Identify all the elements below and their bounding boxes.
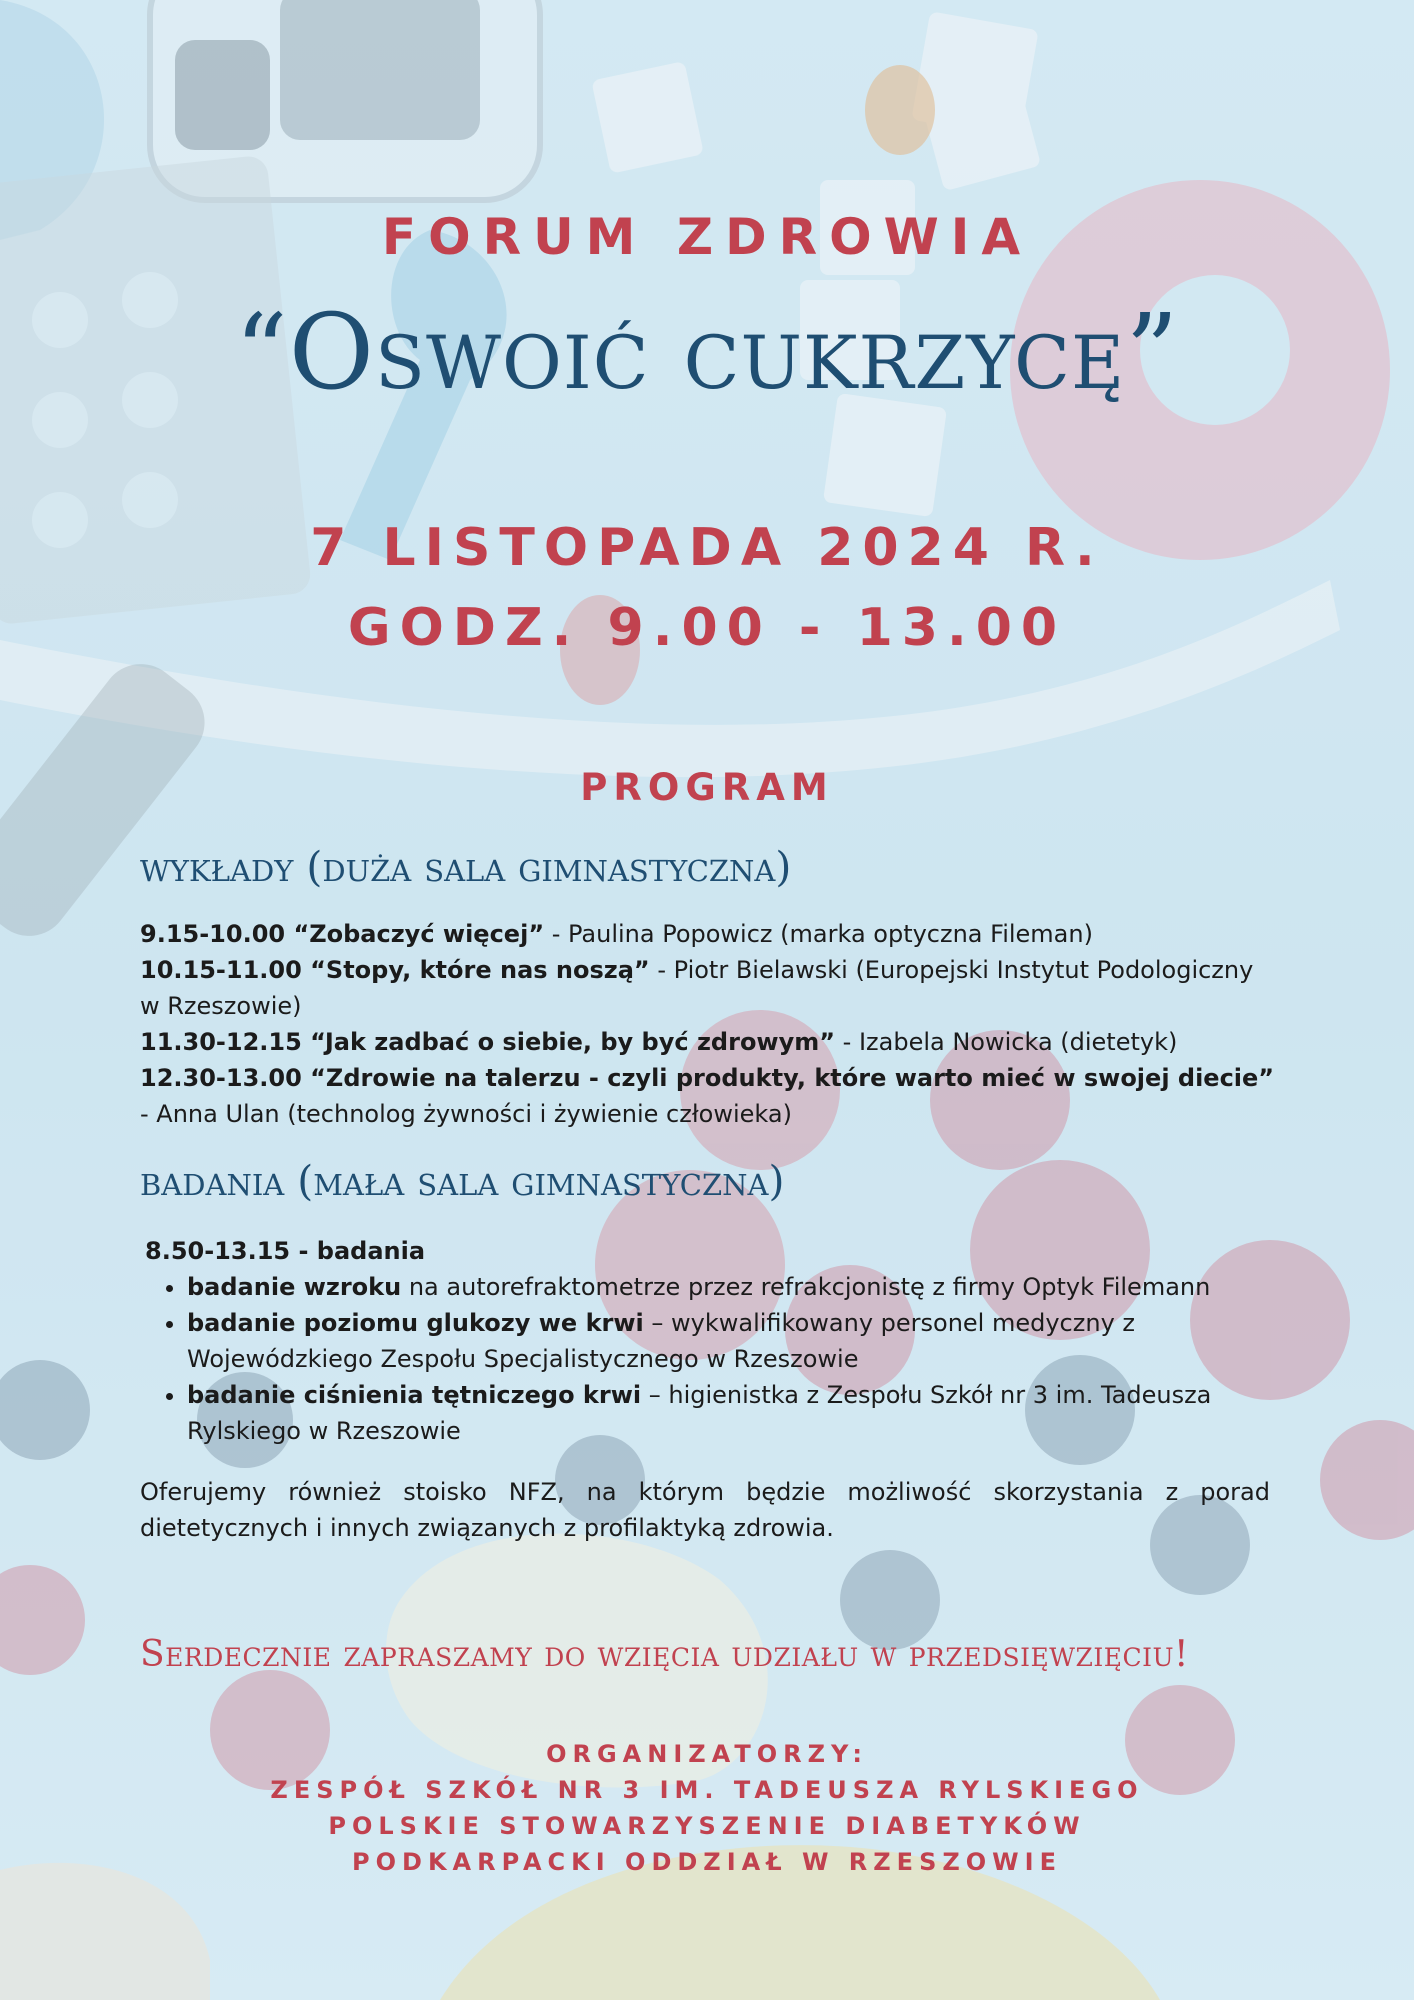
lecture-title: 9.15-10.00 “Zobaczyć więcej” [140, 920, 545, 948]
exams-heading: badania (mała sala gimnastyczna) [140, 1157, 785, 1205]
lecture-speaker: - Piotr Bielawski (Europejski Instytut Podologiczny w Rzeszowie) [140, 956, 1254, 1020]
exam-detail: – higienistka z Zespołu Szkół nr 3 im. Tadeusza Rylskiego w Rzeszowie [187, 1381, 1212, 1445]
organizers-label: ORGANIZATORZY: [546, 1740, 868, 1768]
lecture-title: 10.15-11.00 “Stopy, które nas noszą” [140, 956, 650, 984]
exams-bullets [145, 1269, 1280, 1449]
lecture-title: 11.30-12.15 “Jak zadbać o siebie, by być zdrowym” [140, 1028, 836, 1056]
lecture-speaker: - Anna Ulan (technolog żywności i żywienie człowieka) [140, 1100, 792, 1128]
invitation-text: Serdecznie zapraszamy do wzięcia udziału w przedsięwzięciu! [140, 1634, 1190, 1675]
lecture-title: 12.30-13.00 “Zdrowie na talerzu - czyli produkty, które warto mieć w swojej diecie” [140, 1064, 1275, 1092]
lecture-item [140, 916, 1275, 952]
forum-title: FORUM ZDROWIA [381, 208, 1033, 266]
exam-item [187, 1305, 1280, 1377]
organizer-branch: PODKARPACKI ODDZIAŁ W RZESZOWIE [352, 1848, 1062, 1876]
nfz-offer-text: Oferujemy również stoisko NFZ, na którym będzie możliwość skorzystania z porad dietetycznych i innych związanych z profilaktyką zdrowia. [140, 1478, 1270, 1542]
exams-time-line [145, 1233, 1280, 1269]
event-date: 7 LISTOPADA 2024 R. [310, 518, 1104, 578]
organizer-association: POLSKIE STOWARZYSZENIE DIABETYKÓW [328, 1812, 1086, 1840]
lecture-item [140, 952, 1275, 1024]
exam-name: badanie poziomu glukozy we krwi [187, 1309, 644, 1337]
lecture-speaker: - Izabela Nowicka (dietetyk) [835, 1028, 1178, 1056]
lectures-list [140, 916, 1275, 1132]
main-title: “Oswoić cukrzycę” [234, 291, 1180, 413]
exam-detail: na autorefraktometrze przez refrakcjonistę z firmy Optyk Filemann [401, 1273, 1211, 1301]
exams-time: 8.50-13.15 [145, 1237, 291, 1265]
lecture-speaker: - Paulina Popowicz (marka optyczna Fileman) [544, 920, 1093, 948]
exams-list [145, 1233, 1280, 1449]
exam-name: badanie wzroku [187, 1273, 402, 1301]
exam-item [187, 1269, 1280, 1305]
program-label: PROGRAM [580, 766, 834, 809]
exam-item [187, 1377, 1280, 1449]
exam-name: badanie ciśnienia tętniczego krwi [187, 1381, 642, 1409]
organizer-school: ZESPÓŁ SZKÓŁ NR 3 IM. TADEUSZA RYLSKIEGO [270, 1776, 1144, 1804]
lecture-item [140, 1060, 1275, 1132]
lectures-heading: wykłady (duża sala gimnastyczna) [140, 843, 792, 891]
exams-title: - badania [290, 1237, 426, 1265]
lecture-item [140, 1024, 1275, 1060]
event-time: GODZ. 9.00 - 13.00 [347, 598, 1067, 658]
exam-detail: – wykwalifikowany personel medyczny z Wojewódzkiego Zespołu Specjalistycznego w Rzeszowie [187, 1309, 1135, 1373]
